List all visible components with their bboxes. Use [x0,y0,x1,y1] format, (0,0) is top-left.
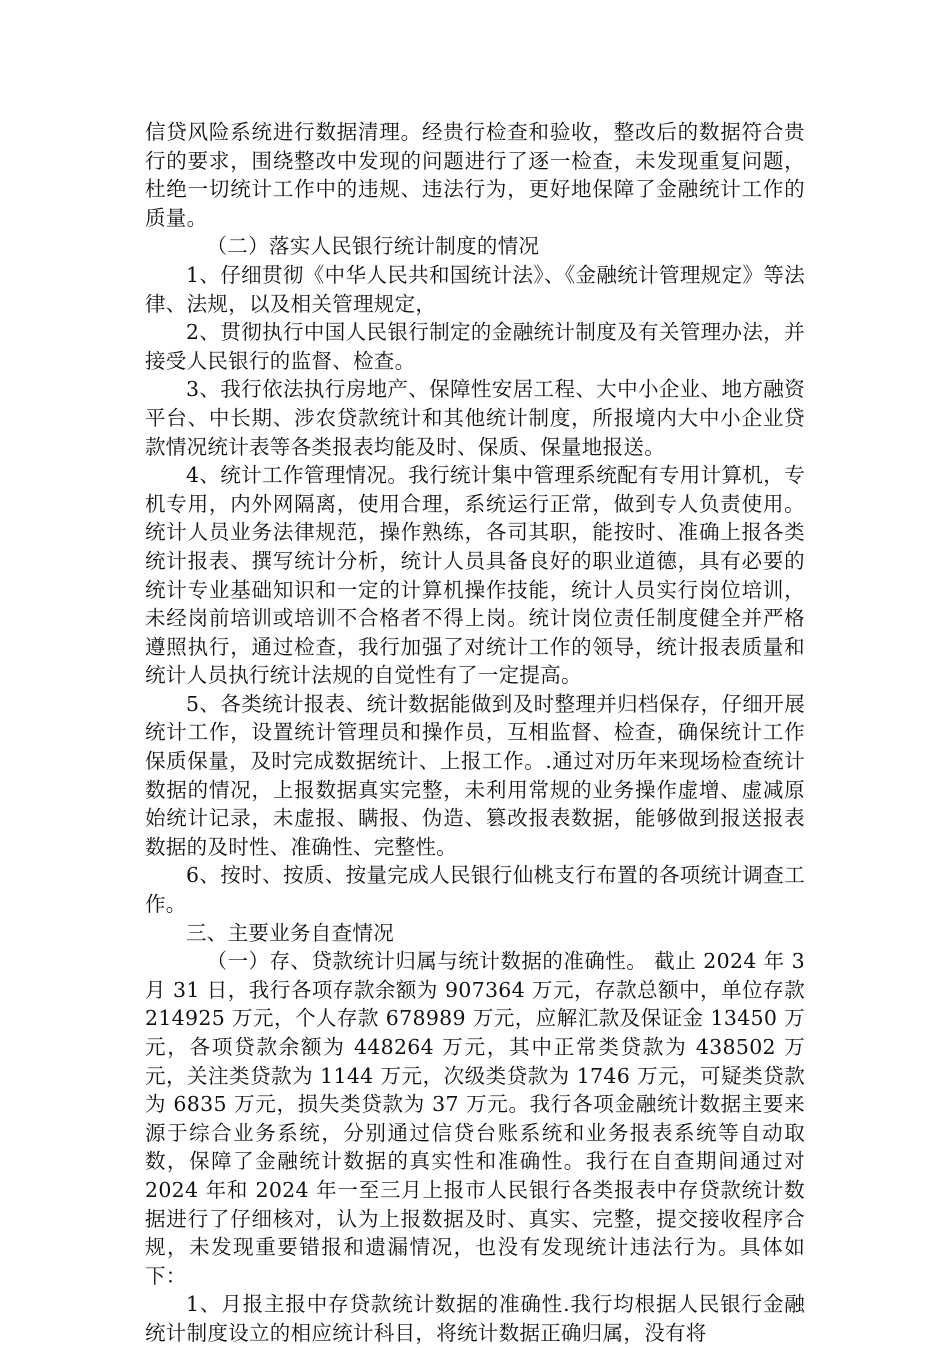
paragraph-deposit-loan-accuracy: （一）存、贷款统计归属与统计数据的准确性。 截止 2024 年 3 月 31 日，我行各项存款余额为 907364 万元，存款总额中，单位存款 214925 万元，个人存款 678989 万元，应解汇款及保证金 13450 万元，各项贷款余额为 448264 万元，其中正常类贷款为 438502 万元，关注类贷款为 1144 万元，次级类贷款为 1746 万元，可疑类贷款为 6835 万元，损失类贷款为 37 万元。我行各项金融统计数据主要来源于综合业务系统，分别通过信贷台账系统和业务报表系统等自动取数，保障了金融统计数据的真实性和准确性。我行在自查期间通过对 2024 年和 2024 年一至三月上报市人民银行各类报表中存贷款统计数据进行了仔细核对，认为上报数据及时、真实、完整，提交接收程序合规，未发现重要错报和遗漏情况，也没有发现统计违法行为。具体如下： [145,949,805,1288]
paragraph-item-4: 4、统计工作管理情况。我行统计集中管理系统配有专用计算机，专机专用，内外网隔离，使用合理，系统运行正常，做到专人负责使用。统计人员业务法律规范，操作熟练，各司其职，能按时、准确上报各类统计报表、撰写统计分析，统计人员具备良好的职业道德，具有必要的统计专业基础知识和一定的计算机操作技能，统计人员实行岗位培训，未经岗前培训或培训不合格者不得上岗。统计岗位责任制度健全并严格遵照执行，通过检查，我行加强了对统计工作的领导，统计报表质量和统计人员执行统计法规的自觉性有了一定提高。 [145,463,805,688]
paragraph-item-2: 2、贯彻执行中国人民银行制定的金融统计制度及有关管理办法，并接受人民银行的监督、检查。 [145,320,805,373]
paragraph-data-cleanup: 信贷风险系统进行数据清理。经贵行检查和验收，整改后的数据符合贵行的要求，围绕整改中发现的问题进行了逐一检查，未发现重复问题，杜绝一切统计工作中的违规、违法行为，更好地保障了金融统计工作的质量。 [145,120,805,230]
section-heading-business-selfcheck: 三、主要业务自查情况 [186,920,394,945]
paragraph-item-5: 5、各类统计报表、统计数据能做到及时整理并归档保存，仔细开展统计工作，设置统计管理员和操作员，互相监督、检查，确保统计工作保质保量，及时完成数据统计、上报工作。.通过对历年来现场检查统计数据的情况，上报数据真实完整，未利用常规的业务操作虚增、虚减原始统计记录，未虚报、瞒报、伪造、篡改报表数据，能够做到报送报表数据的及时性、准确性、完整性。 [145,691,805,859]
paragraph-monthly-report: 1、月报主报中存贷款统计数据的准确性.我行均根据人民银行金融统计制度设立的相应统计科目，将统计数据正确归属，没有将 [145,1292,805,1345]
paragraph-item-3: 3、我行依法执行房地产、保障性安居工程、大中小企业、地方融资平台、中长期、涉农贷款统计和其他统计制度，所报境内大中小企业贷款情况统计表等各类报表均能及时、保质、保量地报送。 [145,377,805,459]
paragraph-item-6: 6、按时、按质、按量完成人民银行仙桃支行布置的各项统计调查工作。 [145,863,805,917]
section-heading-pboc-statistics: （二）落实人民银行统计制度的情况 [206,234,540,259]
paragraph-item-1: 1、仔细贯彻《中华人民共和国统计法》、《金融统计管理规定》等法律、法规，以及相关管理规定， [145,262,805,316]
document-page [145,118,805,1348]
